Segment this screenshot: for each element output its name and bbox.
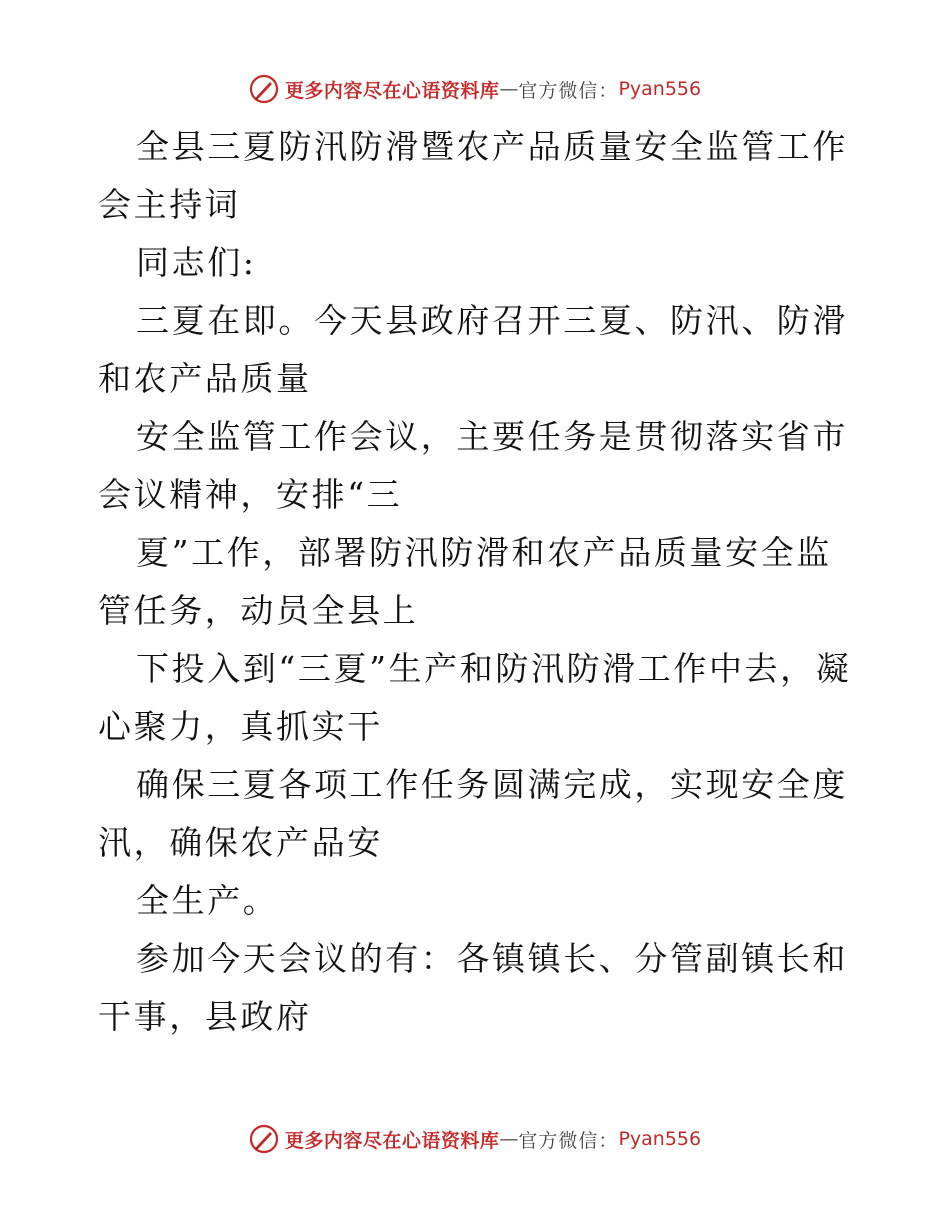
paragraph-line: 事，县政府: [133, 997, 312, 1036]
watermark-separator: —: [499, 1128, 519, 1150]
watermark-wechat-label: 官方微信：: [518, 79, 619, 102]
watermark-wechat-id: Pyan556: [618, 1128, 702, 1150]
watermark-brand-text: 更多内容尽在心语资料库: [284, 1129, 500, 1152]
body-paragraph: [98, 408, 858, 524]
paragraph-line: 安全监管工作会议，主要任务是贯彻落实省市会: [98, 417, 848, 514]
paragraph-line: 夏”工作，部署防汛防滑和农产品质量安全监管: [98, 533, 832, 630]
paragraph-line: 全生产。: [136, 881, 279, 920]
body-paragraph: [98, 640, 858, 756]
paragraph-line: 议精神，安排“三: [133, 475, 403, 514]
body-paragraph: [98, 930, 858, 1046]
paragraph-line: 农产品质量: [133, 359, 312, 398]
quill-logo-icon: [249, 1124, 279, 1154]
paragraph-line: 确保三夏各项工作任务圆满完成，实现安全度: [136, 765, 848, 804]
body-paragraph: [98, 872, 858, 930]
title-paragraph: [98, 118, 858, 234]
paragraph-line: 主持词: [133, 185, 241, 224]
watermark-separator: —: [499, 78, 519, 100]
body-paragraph: [98, 292, 858, 408]
header-watermark: [0, 72, 950, 106]
watermark-brand-text: 更多内容尽在心语资料库: [284, 79, 500, 102]
paragraph-line: 心聚力，真抓实干: [98, 707, 383, 746]
paragraph-line: 下投入到“三夏”生产和防汛防滑工作中去，凝: [136, 649, 852, 688]
paragraph-line: 全县三夏防汛防滑暨农产品质量安全监管工作会: [98, 127, 848, 224]
paragraph-line: 汛，确保农产品安: [98, 823, 383, 862]
paragraph-line: 任务，动员全县上: [133, 591, 419, 630]
greeting-paragraph: [98, 234, 858, 292]
watermark-wechat-label: 官方微信：: [518, 1129, 619, 1152]
quill-logo-icon: [249, 74, 279, 104]
body-paragraph: [98, 756, 858, 872]
document-body: [98, 118, 858, 1046]
paragraph-line: 参加今天会议的有：各镇镇长、分管副镇长和干: [98, 939, 848, 1036]
paragraph-line: 同志们:: [136, 243, 257, 282]
watermark-wechat-id: Pyan556: [618, 78, 702, 100]
paragraph-line: 三夏在即。今天县政府召开三夏、防汛、防滑和: [98, 301, 848, 398]
footer-watermark: [0, 1122, 950, 1156]
body-paragraph: [98, 524, 858, 640]
